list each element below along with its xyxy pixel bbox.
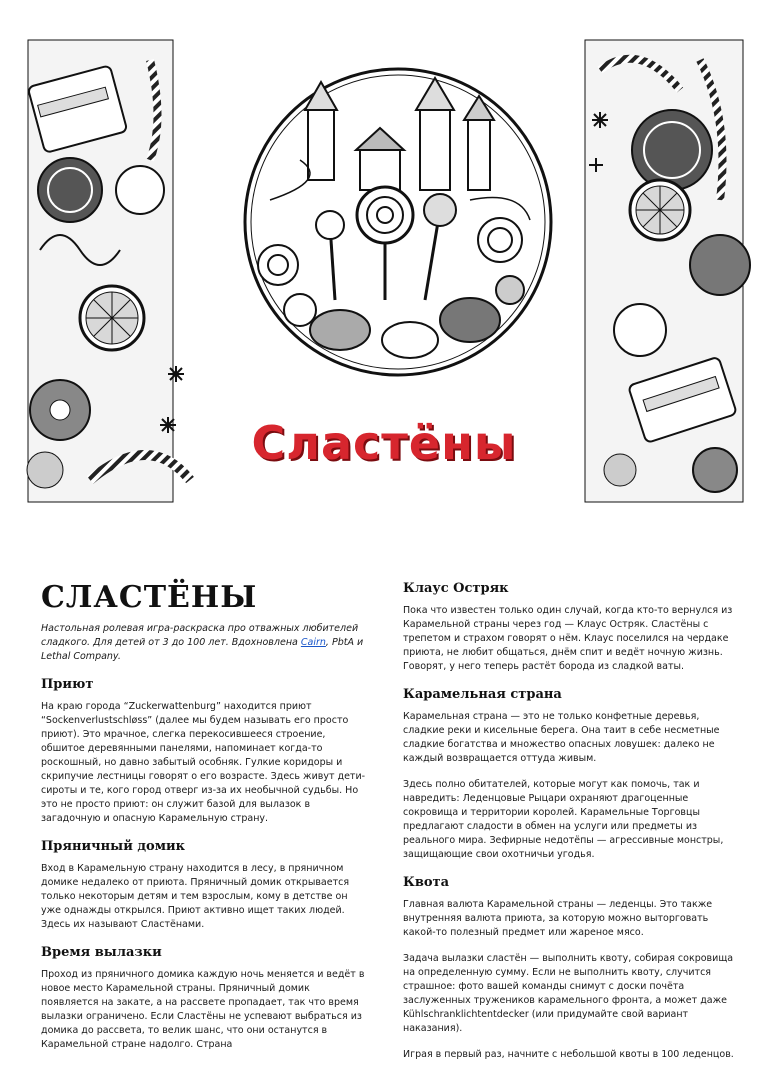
sweets-border-left (27, 40, 190, 502)
intro-after: , PbtA и Lethal Company. (41, 637, 364, 662)
document-title: СЛАСТЁНЫ (41, 580, 258, 615)
cairn-link[interactable]: Cairn (300, 637, 326, 648)
left-column (41, 580, 367, 1064)
intro-text (41, 622, 367, 664)
document-body (41, 580, 741, 1060)
section-text-domik: Вход в Карамельную страну находится в лесу, в пряничном домике недалеко от приюта. Пряничный домик открывается только некоторым детям и тем взрослым, кому в детстве он уже однажды открылся. Приют активно ищет таких людей. Здесь их называют Сластёнами. (41, 863, 350, 930)
section-text-priyut: На краю города “Zuckerwattenburg” находится приют “Sockenverlustschløss” (далее мы будем называть его просто приют). Это мрачное, слегка перекосившееся строение, обшитое деревянными панелями, напоминает когда-то роскошный, но давно забытый особняк. Гулкие коридоры и скрипучие лестницы говорят о его возрасте. Здесь живут дети-сироты и те, кого город отверг из-за их необычной судьбы. Но это не просто приют: он служит базой для вылазок в загадочную и опасную Карамельную страну. (41, 701, 366, 824)
hero-illustration (0, 0, 768, 520)
section-text-kvota-1: Главная валюта Карамельной страны — леденцы. Это также внутренняя валюта приюта, за которую можно выторговать какой-то полезный предмет или жареное мясо. (403, 899, 713, 938)
candy-scene-illustration (245, 69, 551, 375)
intro-before: Настольная ролевая игра-раскраска про отважных любителей сладкого. Для детей от 3 до 100 лет. Вдохновлена (41, 623, 359, 648)
section-text-kvota-3: Играя в первый раз, начните с небольшой квоты в 100 леденцов. (403, 1049, 734, 1060)
right-column (403, 580, 743, 1074)
section-text-vremya: Проход из пряничного домика каждую ночь меняется и ведёт в новое место Карамельной страны. Пряничный домик появляется на закате, а на рассвете пропадает, так что время вылазки ограничено. Если Сластёны не успевают выбраться из домика до рассвета, то велик шанс, что они останутся в Карамельной стране надолго. Страна (41, 969, 365, 1050)
section-text-strana-1: Карамельная страна — это не только конфетные деревья, сладкие реки и кисельные берега. Она таит в себе несметные сладкие богатства и множество опасных ловушек: далеко не каждый возвращается оттуда живым. (403, 711, 720, 764)
sweets-border-right (585, 40, 750, 502)
section-heading-vremya: Время вылазки (41, 945, 162, 960)
section-text-klaus: Пока что известен только один случай, когда кто-то вернулся из Карамельной страны через год — Клаус Остряк. Сластёны с трепетом и страхом говорят о нём. Клаус поселился на чердаке приюта, не любит общаться, днём спит и ведёт ночную жизнь. Говорят, у него теперь растёт борода из сладкой ваты. (403, 605, 733, 672)
section-heading-kvota: Квота (403, 875, 450, 890)
section-heading-priyut: Приют (41, 677, 94, 692)
section-text-strana-2: Здесь полно обитателей, которые могут как помочь, так и навредить: Леденцовые Рыцари охраняют драгоценные сокровища и территории королей. Карамельные Торговцы предлагают сладости в обмен на услуги или предметы из реального мира. Зефирные недотёпы — агрессивные монстры, защищающие свои охотничьи угодья. (403, 779, 724, 860)
logo-text: Сластёны (251, 416, 517, 470)
section-heading-klaus: Клаус Остряк (403, 581, 509, 596)
section-heading-domik: Пряничный домик (41, 839, 186, 854)
section-text-kvota-2: Задача вылазки сластён — выполнить квоту, собирая сокровища на определенную сумму. Если не выполнить квоту, случится страшное: фото вашей команды снимут с доски почёта заслуженных тружеников карамельного фронта, а может даже Kühlschranklichtentdecker (или придумайте свой вариант наказания). (403, 953, 734, 1034)
section-heading-strana: Карамельная страна (403, 687, 562, 702)
